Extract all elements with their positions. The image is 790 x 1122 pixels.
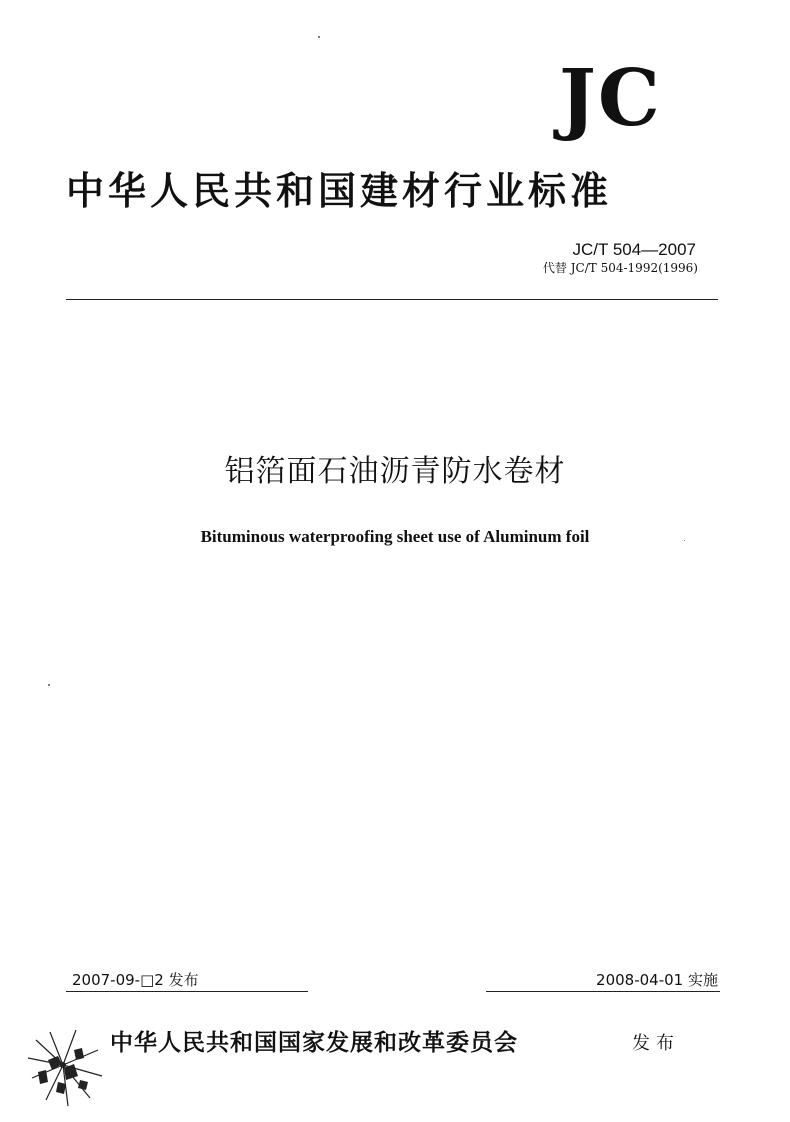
- issue-date: 2007-09-□2 发布: [72, 971, 199, 989]
- document-title-chinese: 铝箔面石油沥青防水卷材: [224, 454, 566, 489]
- scan-speck: [48, 684, 50, 686]
- jc-logo: JC: [559, 53, 662, 144]
- scan-speck: [684, 540, 685, 541]
- implementation-date: 2008-04-01 实施: [596, 971, 718, 989]
- standard-number: JC/T 504—2007: [572, 240, 696, 259]
- implementation-date-underline: [486, 991, 720, 992]
- industry-standard-title: 中华人民共和国建材行业标准: [66, 168, 613, 213]
- issuing-action: 发布: [632, 1033, 680, 1054]
- scan-speck: [318, 36, 320, 38]
- issue-date-underline: [66, 991, 308, 992]
- official-seal-icon: [18, 1020, 108, 1110]
- standard-number-block: [518, 240, 698, 276]
- issuing-authority: 中华人民共和国国家发展和改革委员会: [110, 1029, 518, 1056]
- document-title-english: Bituminous waterproofing sheet use of Aluminum foil: [200, 527, 590, 546]
- replaces-standard: 代替 JC/T 504-1992(1996): [542, 261, 698, 275]
- header-divider: [66, 299, 718, 300]
